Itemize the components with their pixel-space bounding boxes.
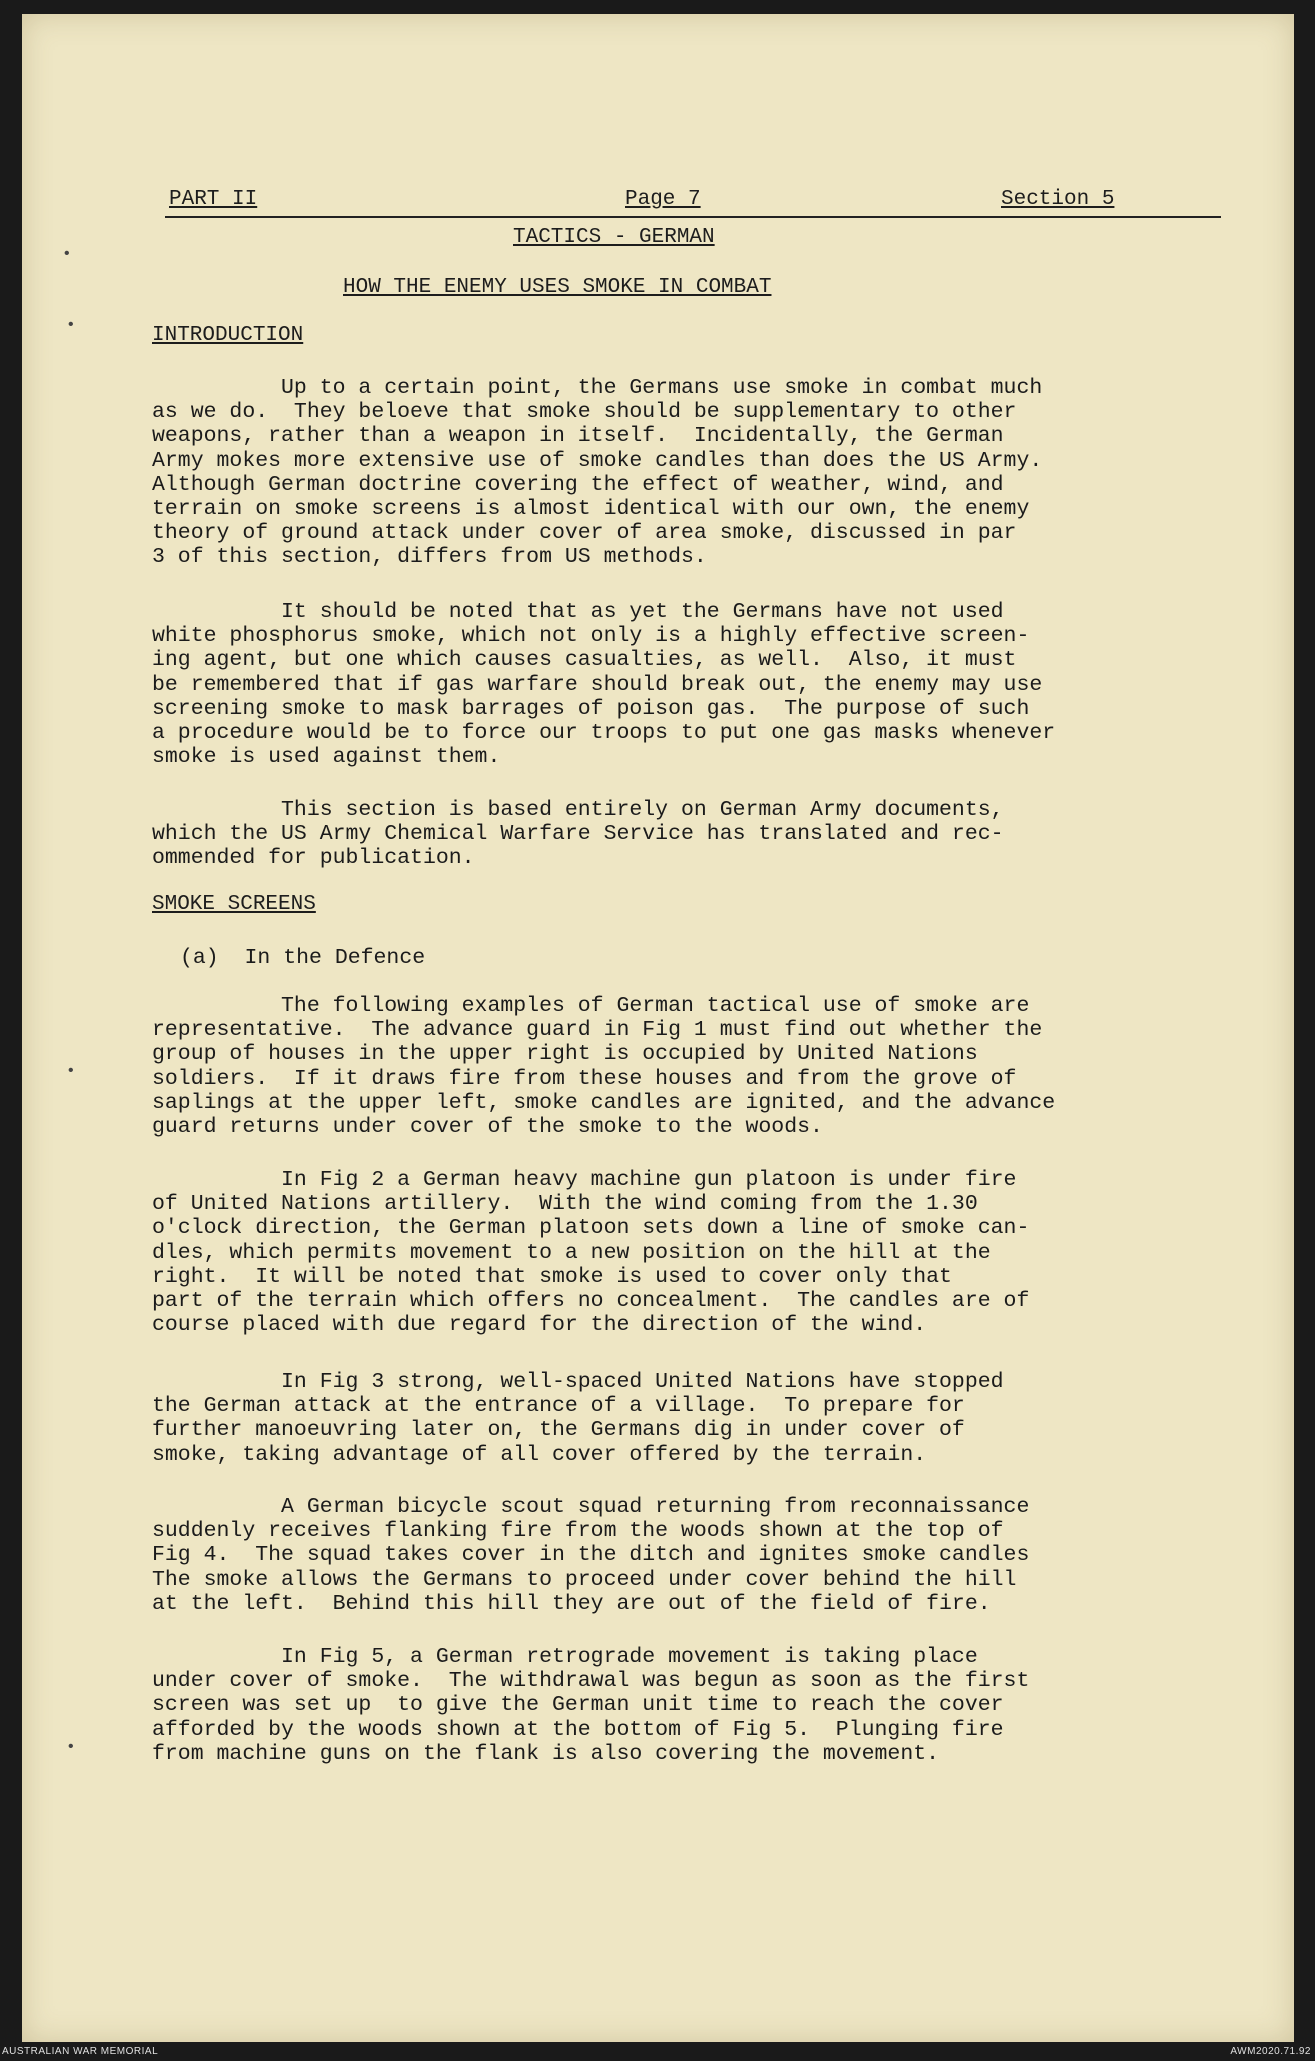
page-subtitle: HOW THE ENEMY USES SMOKE IN COMBAT bbox=[343, 276, 772, 299]
margin-dot: • bbox=[66, 1062, 76, 1080]
smoke-paragraph-5 bbox=[152, 1645, 1212, 1766]
text-line: dles, which permits movement to a new position on the hill at the bbox=[152, 1240, 991, 1265]
text-line: weapons, rather than a weapon in itself. Incidentally, the German bbox=[152, 424, 1004, 449]
text-line: a procedure would be to force our troops to put one gas masks whenever bbox=[152, 720, 1056, 745]
text-line: afforded by the woods shown at the bottom of Fig 5. Plunging fire bbox=[152, 1717, 1004, 1742]
text-line: In Fig 5, a German retrograde movement is taking place bbox=[152, 1645, 978, 1669]
page-title: TACTICS - GERMAN bbox=[513, 226, 715, 249]
text-line: soldiers. If it draws fire from these houses and from the grove of bbox=[152, 1066, 1017, 1091]
intro-paragraph-1 bbox=[152, 376, 1212, 570]
smoke-paragraph-1 bbox=[152, 994, 1212, 1139]
defence-subheading: (a) In the Defence bbox=[180, 946, 426, 970]
text-line: suddenly receives flanking fire from the woods shown at the top of bbox=[152, 1519, 1004, 1544]
margin-dot: • bbox=[66, 316, 76, 334]
text-line: the German attack at the entrance of a village. To prepare for bbox=[152, 1394, 965, 1419]
text-line: smoke is used against them. bbox=[152, 745, 501, 770]
text-line: Army mokes more extensive use of smoke candles than does the US Army. bbox=[152, 448, 1043, 473]
text-line: under cover of smoke. The withdrawal was begun as soon as the first bbox=[152, 1669, 1030, 1694]
text-line: 3 of this section, differs from US methods. bbox=[152, 545, 707, 570]
smoke-paragraph-4 bbox=[152, 1495, 1212, 1616]
smoke-paragraph-2 bbox=[152, 1168, 1212, 1337]
text-line: terrain on smoke screens is almost identical with our own, the enemy bbox=[152, 496, 1030, 521]
text-line: theory of ground attack under cover of area smoke, discussed in par bbox=[152, 521, 1017, 546]
text-line: In Fig 3 strong, well-spaced United Nations have stopped bbox=[152, 1370, 1004, 1394]
text-line: saplings at the upper left, smoke candles are ignited, and the advance bbox=[152, 1090, 1056, 1115]
text-line: from machine guns on the flank is also covering the movement. bbox=[152, 1741, 940, 1766]
smoke-screens-heading: SMOKE SCREENS bbox=[152, 893, 316, 916]
text-line: guard returns under cover of the smoke to the woods. bbox=[152, 1114, 823, 1139]
archive-credit: AUSTRALIAN WAR MEMORIAL bbox=[2, 2046, 159, 2057]
header-section: Section 5 bbox=[1001, 188, 1115, 211]
header-part: PART II bbox=[169, 188, 258, 211]
archive-reference: AWM2020.71.92 bbox=[1230, 2046, 1311, 2057]
text-line: representative. The advance guard in Fig 1 must find out whether the bbox=[152, 1018, 1043, 1043]
text-line: The smoke allows the Germans to proceed under cover behind the hill bbox=[152, 1567, 1017, 1592]
text-line: screen was set up to give the German unit time to reach the cover bbox=[152, 1693, 1004, 1718]
text-line: smoke, taking advantage of all cover offered by the terrain. bbox=[152, 1442, 927, 1467]
text-line: screening smoke to mask barrages of poison gas. The purpose of such bbox=[152, 696, 1030, 721]
text-line: part of the terrain which offers no concealment. The candles are of bbox=[152, 1288, 1030, 1313]
text-line: Up to a certain point, the Germans use smoke in combat much bbox=[152, 376, 1043, 400]
text-line: course placed with due regard for the direction of the wind. bbox=[152, 1313, 927, 1338]
text-line: The following examples of German tactical use of smoke are bbox=[152, 994, 1030, 1018]
text-line: ing agent, but one which causes casualties, as well. Also, it must bbox=[152, 648, 1017, 673]
page-header bbox=[165, 188, 1221, 218]
intro-paragraph-3 bbox=[152, 798, 1212, 871]
text-line: A German bicycle scout squad returning from reconnaissance bbox=[152, 1495, 1030, 1519]
text-line: Although German doctrine covering the effect of weather, wind, and bbox=[152, 472, 1004, 497]
text-line: Fig 4. The squad takes cover in the ditch and ignites smoke candles bbox=[152, 1543, 1030, 1568]
text-line: further manoeuvring later on, the Germans dig in under cover of bbox=[152, 1418, 965, 1443]
text-line: of United Nations artillery. With the wind coming from the 1.30 bbox=[152, 1192, 978, 1217]
header-page-number: Page 7 bbox=[625, 188, 701, 211]
intro-paragraph-2 bbox=[152, 600, 1212, 769]
text-line: In Fig 2 a German heavy machine gun platoon is under fire bbox=[152, 1168, 1017, 1192]
margin-dot: • bbox=[62, 245, 72, 263]
text-line: group of houses in the upper right is occupied by United Nations bbox=[152, 1042, 978, 1067]
text-line: o'clock direction, the German platoon sets down a line of smoke can- bbox=[152, 1216, 1030, 1241]
text-line: right. It will be noted that smoke is used to cover only that bbox=[152, 1264, 952, 1289]
margin-dot: • bbox=[66, 1738, 76, 1756]
text-line: It should be noted that as yet the Germans have not used bbox=[152, 600, 1004, 624]
text-line: white phosphorus smoke, which not only is a highly effective screen- bbox=[152, 624, 1030, 649]
text-line: ommended for publication. bbox=[152, 846, 475, 871]
text-line: as we do. They beloeve that smoke should be supplementary to other bbox=[152, 400, 1017, 425]
text-line: be remembered that if gas warfare should break out, the enemy may use bbox=[152, 672, 1043, 697]
text-line: which the US Army Chemical Warfare Service has translated and rec- bbox=[152, 822, 1004, 847]
smoke-paragraph-3 bbox=[152, 1370, 1212, 1467]
text-line: This section is based entirely on German Army documents, bbox=[152, 798, 1004, 822]
introduction-heading: INTRODUCTION bbox=[152, 324, 304, 347]
text-line: at the left. Behind this hill they are out of the field of fire. bbox=[152, 1591, 991, 1616]
